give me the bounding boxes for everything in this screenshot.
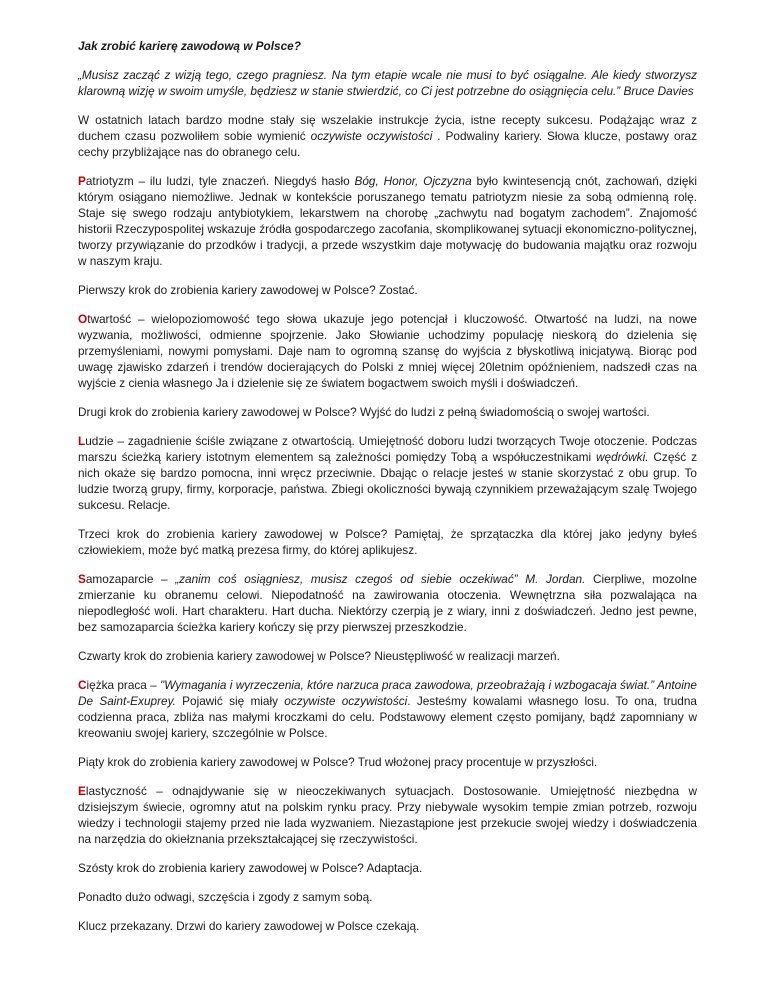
step-4: Czwarty krok do zrobienia kariery zawodowej w Polsce? Nieustępliwość w realizacji marzeń. [78,649,560,663]
section-emphasis: oczywiste oczywistości [284,694,408,708]
intro-text-1: W ostatnich latach bardzo modne stały się wszelakie instrukcje życia, istne recepty sukcesu. Podążając wraz z duchem czasu pozwoliłem sobie wymienić [78,113,697,143]
section-text: iężka praca – [86,678,161,692]
section-text: lastyczność – odnajdywanie się w nieoczekiwanych sytuacjach. Dostosowanie. Umiejętność niezbędna w dzisiejszym świecie, ogromny atut na polskim rynku pracy. Przy niebywale wysokim tempie zmian potrzeb, rozwoju wiedzy i technologii stajemy przed nie lada wyzwaniem. Niezastąpione jest przekucie swojej wiedzy i doświadczenia na narzędzia do okiełznania przekształcającej się rzeczywistości. [78,784,697,846]
section-initial: P [78,174,86,188]
section-text: atriotyzm – ilu ludzi, tyle znaczeń. Niegdyś hasło [85,174,355,188]
step-6: Szósty krok do zrobienia kariery zawodowej w Polsce? Adaptacja. [78,861,423,875]
section-emphasis: "Wymagania i wyrzeczenia, które narzuca praca zawodowa, przeobrażają i wzbogacaja świat.” Antoine De Saint-Exuprey. [78,678,697,708]
section-emphasis: „zanim coś osiągniesz, musisz czegoś od siebie oczekiwać” M. Jordan. [175,572,586,586]
opening-quote: „Musisz zacząć z wizją tego, czego pragniesz. Na tym etapie wcale nie musi to być osiągalne. Ale kiedy stworzysz klarowną wizję w swoim umyśle, będziesz w stanie stwierdzić, co Ci jest potrzebne do osiągnięcia celu.” Bruce Davies [78,68,697,98]
section-text: . Jesteśmy kowalami własnego losu. To ona, trudna codzienna praca, zbliża nas małymi kroczkami do celu. Podstawowy element często pomijany, bądź zapomniany w kreowaniu swojej kariery, szczególnie w Polsce. [78,694,697,740]
section-emphasis: wędrówki. [596,450,649,464]
intro-paragraph [78,112,697,160]
section-initial: C [78,678,87,692]
section-initial: L [78,434,86,448]
closing-line-1: Ponadto dużo odwagi, szczęścia i zgody z samym sobą. [78,890,373,904]
page-title: Jak zrobić karierę zawodową w Polsce? [78,39,301,53]
section-elastycznosc [78,783,697,847]
section-text: Pojawić się miały [175,694,285,708]
section-patriotyzm [78,173,697,269]
section-text: udzie – zagadnienie ściśle związane z otwartością. Umiejętność doboru ludzi tworzących Twoje otoczenie. Podczas marszu ścieżką kariery istotnym elementem są zależności pomiędzy Tobą a współuczestnikami [78,434,697,464]
section-text: Część z nich okaże się bardzo pomocna, inni wręcz przeciwnie. Dbając o relacje jesteś w stanie skorzystać z obu grup. To ludzie tworzą grupy, firmy, korporacje, państwa. Zbiegi okoliczności bywają czynnikiem przeważającym szalę Twojego sukcesu. Relacje. [78,450,697,512]
step-2: Drugi krok do zrobienia kariery zawodowej w Polsce? Wyjść do ludzi z pełną świadomością o swojej wartości. [78,405,650,419]
section-emphasis: Bóg, Honor, Ojczyzna [354,174,472,188]
intro-text-2: . Podwaliny kariery. Słowa klucze, postawy oraz cechy przybliżające nas do obranego celu. [78,129,697,159]
section-samozaparcie [78,571,697,635]
step-3: Trzeci krok do zrobienia kariery zawodowej w Polsce? Pamiętaj, że sprzątaczka dla której jako jedyny byłeś człowiekiem, może być matką prezesa firmy, do której aplikujesz. [78,527,697,557]
section-text: amozaparcie – [85,572,176,586]
step-1: Pierwszy krok do zrobienia kariery zawodowej w Polsce? Zostać. [78,283,418,297]
step-5: Piąty krok do zrobienia kariery zawodowej w Polsce? Trud włożonej pracy procentuje w przyszłości. [78,755,598,769]
section-text: było kwintesencją cnót, zachowań, dzięki którym osiągano niemożliwe. Jednak w kontekście poruszanego tematu patriotyzm niesie za sobą odmienną rolę. Staje się swego rodzaju antybiotykiem, lekarstwem na chorobę „zachwytu nad bogatym zachodem”. Znajomość historii Rzeczypospolitej wskazuje źródła gospodarczego zacofania, skomplikowanej sytuacji ekonomiczno-politycznej, tworzy przywiązanie do przodków i tradycji, a przede wszystkim daje motywację do budowania majątku oraz rozwoju w naszym kraju. [78,174,698,268]
section-ludzie [78,433,697,513]
closing-line-2: Klucz przekazany. Drzwi do kariery zawodowej w Polsce czekają. [78,919,420,933]
section-initial: S [78,572,86,586]
section-text: twartość – wielopoziomowość tego słowa ukazuje jego potencjał i kluczowość. Otwartość na ludzi, na nowe wyzwania, możliwości, odmienne spojrzenie. Jako Słowianie uchodzimy populację nieskorą do dzielenia się przemyśleniami, nowymi pomysłami. Daje nam to ogromną szansę do wyjścia z błyskotliwą inicjatywą. Biorąc pod uwagę zjawisko zdarzeń i trendów docierających do Polski z mniej więcej 20letnim opóźnieniem, nadszedł czas na wyjście z cienia własnego Ja i dzielenie się ze światem bogactwem swoich myśli i doświadczeń. [78,312,697,390]
intro-emphasis: oczywiste oczywistości [310,129,433,143]
section-initial: E [78,784,86,798]
section-ciezka-praca [78,677,697,741]
section-text: Cierpliwe, mozolne zmierzanie ku obranemu celowi. Niepodatność na zawirowania otoczenia. Wewnętrzna siła pozwalająca na niepodległość woli. Hart charakteru. Hart ducha. Niektórzy czerpią je z wiary, inni z doświadczeń. Jedno jest pewne, bez samozaparcia ścieżka kariery kończy się przy pierwszej przeszkodzie. [78,572,697,634]
section-initial: O [78,312,88,326]
section-otwartosc [78,311,697,391]
